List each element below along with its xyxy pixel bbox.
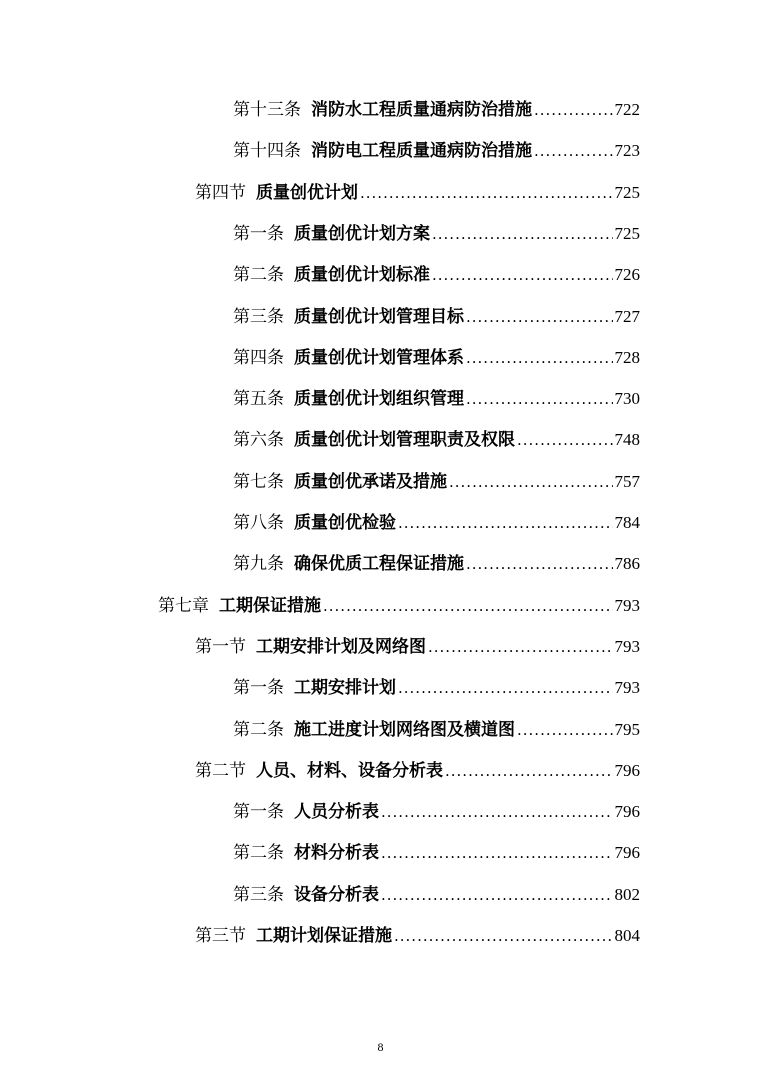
toc-entry-page: 804 <box>614 926 640 945</box>
toc-entry-label: 第七条 <box>233 471 284 492</box>
toc-entry-page: 793 <box>614 636 640 656</box>
toc-entry-page: 727 <box>614 306 640 326</box>
toc-entry-page: 793 <box>614 678 640 698</box>
toc-entry-label: 第二条 <box>233 843 284 864</box>
toc-entry-title: 工期保证措施 <box>219 595 321 616</box>
dot-leader <box>398 503 613 543</box>
toc-entry-title: 质量创优计划组织管理 <box>294 389 464 410</box>
toc-entry-page: 784 <box>614 513 640 532</box>
toc-entry[interactable] <box>233 379 640 419</box>
toc-entry[interactable] <box>195 173 640 213</box>
toc-entry[interactable] <box>233 131 640 171</box>
toc-entry[interactable] <box>233 338 640 378</box>
toc-entry[interactable] <box>233 420 640 460</box>
toc-entry-page: 723 <box>614 141 640 161</box>
toc-entry-label: 第二条 <box>233 265 284 286</box>
toc-entry-label: 第三条 <box>233 884 284 905</box>
dot-leader <box>394 916 613 956</box>
dot-leader <box>466 379 613 419</box>
toc-entry-title: 人员、材料、设备分析表 <box>256 760 443 781</box>
dot-leader <box>381 875 613 915</box>
toc-entry-title: 工期安排计划及网络图 <box>256 636 426 657</box>
toc-entry-title: 消防水工程质量通病防治措施 <box>311 100 532 120</box>
toc-entry-title: 质量创优计划管理体系 <box>294 347 464 368</box>
toc-entry-label: 第九条 <box>233 554 284 575</box>
toc-entry[interactable] <box>195 751 640 791</box>
toc-entry-page: 793 <box>614 595 640 615</box>
dot-leader <box>360 173 613 213</box>
toc-entry-label: 第二条 <box>233 719 284 740</box>
toc-entry-page: 786 <box>614 554 640 574</box>
toc-entry-page: 722 <box>614 100 640 119</box>
dot-leader <box>381 792 613 832</box>
toc-entry-page: 796 <box>614 802 640 822</box>
toc-entry-page: 725 <box>614 223 640 243</box>
toc-entry[interactable] <box>233 544 640 584</box>
toc-entry[interactable] <box>233 710 640 750</box>
dot-leader <box>466 544 613 584</box>
toc-entry-title: 消防电工程质量通病防治措施 <box>311 141 532 162</box>
toc-entry[interactable] <box>195 916 640 956</box>
toc-entry-title: 工期安排计划 <box>294 678 396 699</box>
dot-leader <box>445 751 613 791</box>
toc-entry-page: 730 <box>614 389 640 409</box>
dot-leader <box>432 255 613 295</box>
toc-entry-label: 第七章 <box>158 595 209 616</box>
dot-leader <box>381 833 613 873</box>
toc-entry-page: 802 <box>614 884 640 904</box>
toc-entry-label: 第三条 <box>233 306 284 327</box>
toc-entry[interactable] <box>195 627 640 667</box>
toc-entry-title: 质量创优计划标准 <box>294 265 430 286</box>
dot-leader <box>517 710 613 750</box>
toc-entry-label: 第四条 <box>233 347 284 368</box>
dot-leader <box>323 586 613 626</box>
dot-leader <box>449 462 613 502</box>
dot-leader <box>534 131 613 171</box>
toc-entry-title: 人员分析表 <box>294 802 379 823</box>
toc-entry-page: 796 <box>614 843 640 863</box>
toc-entry[interactable] <box>158 586 640 626</box>
toc-entry[interactable] <box>233 668 640 708</box>
toc-entry-title: 质量创优计划方案 <box>294 223 430 244</box>
toc-entry[interactable] <box>233 255 640 295</box>
toc-entry-label: 第十三条 <box>233 100 301 120</box>
page-number: 8 <box>377 1040 384 1054</box>
toc-entry-label: 第三节 <box>195 926 246 946</box>
toc-entry-label: 第四节 <box>195 182 246 203</box>
toc-entry-page: 748 <box>614 430 640 450</box>
toc-entry-title: 确保优质工程保证措施 <box>294 554 464 575</box>
toc-entry-label: 第八条 <box>233 513 284 533</box>
toc-entry-page: 757 <box>614 471 640 491</box>
toc-entry[interactable] <box>233 214 640 254</box>
dot-leader <box>517 420 613 460</box>
toc-entry-title: 质量创优计划管理职责及权限 <box>294 430 515 451</box>
toc-entry-label: 第二节 <box>195 760 246 781</box>
dot-leader <box>466 297 613 337</box>
toc-entry-title: 材料分析表 <box>294 843 379 864</box>
toc-entry-title: 施工进度计划网络图及横道图 <box>294 719 515 740</box>
toc-entry-label: 第十四条 <box>233 141 301 162</box>
toc-entry-page: 796 <box>614 760 640 780</box>
toc-entry-page: 725 <box>614 182 640 202</box>
toc-entry[interactable] <box>233 90 640 130</box>
toc-entry-title: 设备分析表 <box>294 884 379 905</box>
toc-entry-label: 第一条 <box>233 223 284 244</box>
toc-entry[interactable] <box>233 503 640 543</box>
toc-entry[interactable] <box>233 833 640 873</box>
toc-entry-title: 质量创优承诺及措施 <box>294 471 447 492</box>
toc-entry[interactable] <box>233 875 640 915</box>
toc-entry-label: 第五条 <box>233 389 284 410</box>
toc-entry-label: 第一节 <box>195 636 246 657</box>
toc-entry-label: 第一条 <box>233 678 284 699</box>
toc-entry[interactable] <box>233 462 640 502</box>
dot-leader <box>534 90 613 130</box>
toc-entry-label: 第六条 <box>233 430 284 451</box>
dot-leader <box>432 214 613 254</box>
toc-entry-title: 工期计划保证措施 <box>256 926 392 946</box>
toc-entry[interactable] <box>233 297 640 337</box>
toc-entry-title: 质量创优计划管理目标 <box>294 306 464 327</box>
toc-entry-label: 第一条 <box>233 802 284 823</box>
toc-entry-page: 728 <box>614 347 640 367</box>
toc-entry[interactable] <box>233 792 640 832</box>
toc-entry-title: 质量创优计划 <box>256 182 358 203</box>
toc-entry-title: 质量创优检验 <box>294 513 396 533</box>
toc-entry-page: 795 <box>614 719 640 739</box>
dot-leader <box>428 627 613 667</box>
dot-leader <box>398 668 613 708</box>
toc-entry-page: 726 <box>614 265 640 285</box>
dot-leader <box>466 338 613 378</box>
